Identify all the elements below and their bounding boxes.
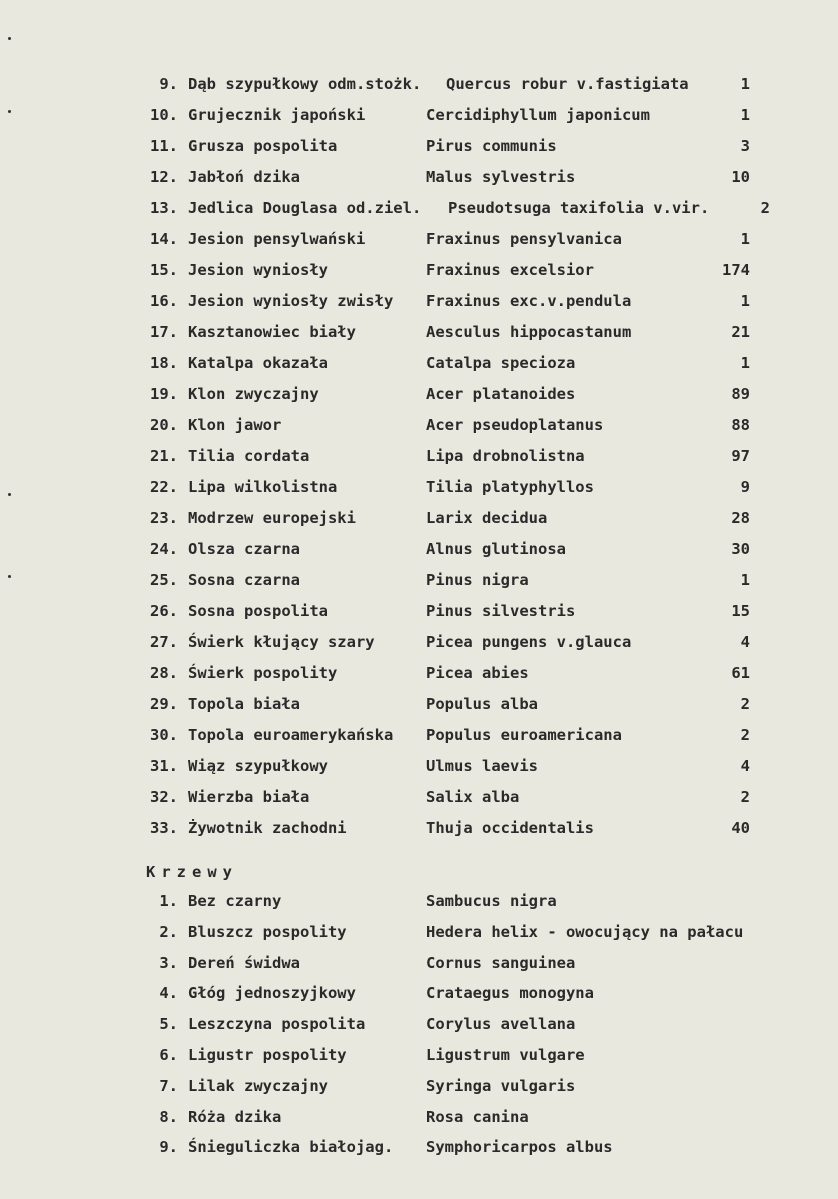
list-item [0,785,838,809]
item-count: 174 [722,261,750,279]
latin-name: Salix alba [426,788,520,806]
item-number: 32. [150,788,178,806]
item-number: 2. [159,922,178,941]
latin-name: Fraxinus exc.v.pendula [426,292,632,310]
list-item [0,981,838,1005]
item-number: 15. [150,261,178,279]
item-number: 25. [150,571,178,589]
list-item [0,1074,838,1098]
list-item [0,413,838,437]
polish-name: Żywotnik zachodni [188,819,347,837]
polish-name: Katalpa okazała [188,354,328,372]
latin-name: Hedera helix - owocujący na pałacu [426,922,744,941]
item-count: 61 [731,664,750,682]
polish-name: Bluszcz pospolity [188,922,347,941]
latin-name: Ligustrum vulgare [426,1046,585,1064]
item-number: 9. [159,1138,178,1157]
polish-name: Dąb szypułkowy odm.stożk. [188,75,422,93]
item-count: 97 [731,447,750,465]
latin-name: Larix decidua [426,509,548,527]
item-number: 8. [159,1107,178,1126]
item-number: 18. [150,354,178,372]
polish-name: Jesion wyniosły zwisły [188,292,394,310]
polish-name: Leszczyna pospolita [188,1015,366,1034]
item-number: 30. [150,726,178,744]
item-number: 3. [159,953,178,972]
latin-name: Tilia platyphyllos [426,478,594,496]
polish-name: Świerk kłujący szary [188,633,375,651]
list-item [0,134,838,158]
latin-name: Symphoricarpos albus [426,1138,613,1157]
margin-mark [8,110,11,113]
polish-name: Kasztanowiec biały [188,323,356,341]
item-count: 15 [731,602,750,620]
latin-name: Corylus avellana [426,1015,576,1034]
polish-name: Świerk pospolity [188,664,338,682]
item-number: 22. [150,478,178,496]
latin-name: Crataegus monogyna [426,984,594,1003]
latin-name: Pirus communis [426,137,557,155]
item-count: 2 [740,695,750,713]
latin-name: Quercus robur v.fastigiata [446,75,689,93]
item-count: 4 [740,757,750,775]
latin-name: Acer platanoides [426,385,576,403]
polish-name: Wiąz szypułkowy [188,757,328,775]
list-item [0,506,838,530]
list-item [0,1135,838,1159]
polish-name: Ligustr pospolity [188,1046,347,1064]
latin-name: Pseudotsuga taxifolia v.vir. [448,199,710,217]
list-item [0,661,838,685]
latin-name: Malus sylvestris [426,168,576,186]
item-number: 17. [150,323,178,341]
list-item [0,103,838,127]
polish-name: Klon zwyczajny [188,385,319,403]
polish-name: Sosna pospolita [188,602,328,620]
list-item [0,72,838,96]
polish-name: Jedlica Douglasa od.ziel. [188,199,422,217]
item-count: 1 [740,230,750,248]
list-item [0,196,838,220]
item-number: 21. [150,447,178,465]
polish-name: Modrzew europejski [188,509,356,527]
item-count: 2 [740,788,750,806]
latin-name: Syringa vulgaris [426,1076,576,1095]
polish-name: Olsza czarna [188,540,300,558]
list-item [0,723,838,747]
polish-name: Lipa wilkolistna [188,478,338,496]
item-count: 40 [731,819,750,837]
item-number: 27. [150,633,178,651]
polish-name: Głóg jednoszyjkowy [188,984,356,1003]
item-number: 29. [150,695,178,713]
item-number: 24. [150,540,178,558]
list-item [0,692,838,716]
latin-name: Picea abies [426,664,529,682]
latin-name: Sambucus nigra [426,892,557,910]
margin-mark [8,575,11,578]
shrubs-heading: Krzewy [146,863,238,881]
polish-name: Bez czarny [188,892,282,910]
item-number: 11. [150,137,178,155]
polish-name: Topola euroamerykańska [188,726,394,744]
latin-name: Catalpa specioza [426,354,576,372]
item-count: 1 [740,75,750,93]
latin-name: Picea pungens v.glauca [426,633,632,651]
polish-name: Lilak zwyczajny [188,1076,328,1095]
item-number: 31. [150,757,178,775]
polish-name: Wierzba biała [188,788,310,806]
list-item [0,568,838,592]
latin-name: Pinus silvestris [426,602,576,620]
item-number: 10. [150,106,178,124]
list-item [0,444,838,468]
list-item [0,258,838,282]
list-item [0,537,838,561]
latin-name: Alnus glutinosa [426,540,566,558]
item-number: 13. [150,199,178,217]
latin-name: Rosa canina [426,1107,529,1126]
item-number: 26. [150,602,178,620]
item-count: 3 [740,137,750,155]
item-count: 30 [731,540,750,558]
item-number: 23. [150,509,178,527]
list-item [0,289,838,313]
item-count: 88 [731,416,750,434]
list-item [0,754,838,778]
item-count: 1 [740,292,750,310]
polish-name: Klon jawor [188,416,282,434]
latin-name: Ulmus laevis [426,757,538,775]
polish-name: Grujecznik japoński [188,106,366,124]
polish-name: Grusza pospolita [188,137,338,155]
item-number: 14. [150,230,178,248]
item-number: 5. [159,1015,178,1034]
list-item [0,227,838,251]
item-count: 21 [731,323,750,341]
list-item [0,475,838,499]
list-item [0,920,838,944]
polish-name: Topola biała [188,695,300,713]
item-count: 9 [740,478,750,496]
latin-name: Aesculus hippocastanum [426,323,632,341]
item-count: 28 [731,509,750,527]
item-number: 7. [159,1076,178,1095]
item-count: 10 [731,168,750,186]
polish-name: Jesion wyniosły [188,261,328,279]
list-item [0,599,838,623]
list-item [0,165,838,189]
latin-name: Fraxinus pensylvanica [426,230,622,248]
latin-name: Cornus sanguinea [426,953,576,972]
polish-name: Śnieguliczka białojag. [188,1138,394,1157]
list-item [0,816,838,840]
item-number: 1. [159,892,178,910]
list-item [0,1043,838,1067]
polish-name: Jesion pensylwański [188,230,366,248]
latin-name: Populus euroamericana [426,726,622,744]
list-item [0,630,838,654]
item-count: 4 [740,633,750,651]
list-item [0,1105,838,1129]
list-item [0,351,838,375]
item-number: 19. [150,385,178,403]
item-count: 1 [740,354,750,372]
polish-name: Sosna czarna [188,571,300,589]
margin-mark [8,493,11,496]
item-number: 9. [159,75,178,93]
latin-name: Thuja occidentalis [426,819,594,837]
latin-name: Lipa drobnolistna [426,447,585,465]
list-item [0,320,838,344]
item-count: 2 [740,726,750,744]
item-number: 20. [150,416,178,434]
polish-name: Dereń świdwa [188,953,300,972]
latin-name: Cercidiphyllum japonicum [426,106,650,124]
item-number: 28. [150,664,178,682]
polish-name: Jabłoń dzika [188,168,300,186]
item-count: 1 [740,106,750,124]
item-number: 4. [159,984,178,1003]
item-number: 16. [150,292,178,310]
latin-name: Populus alba [426,695,538,713]
list-item [0,382,838,406]
latin-name: Fraxinus excelsior [426,261,594,279]
list-item [0,889,838,913]
item-count: 1 [740,571,750,589]
item-number: 12. [150,168,178,186]
item-number: 6. [159,1046,178,1064]
list-item [0,951,838,975]
margin-mark [8,37,11,40]
polish-name: Tilia cordata [188,447,310,465]
latin-name: Acer pseudoplatanus [426,416,604,434]
item-number: 33. [150,819,178,837]
list-item [0,1012,838,1036]
item-count: 2 [760,199,770,217]
item-count: 89 [731,385,750,403]
latin-name: Pinus nigra [426,571,529,589]
polish-name: Róża dzika [188,1107,282,1126]
